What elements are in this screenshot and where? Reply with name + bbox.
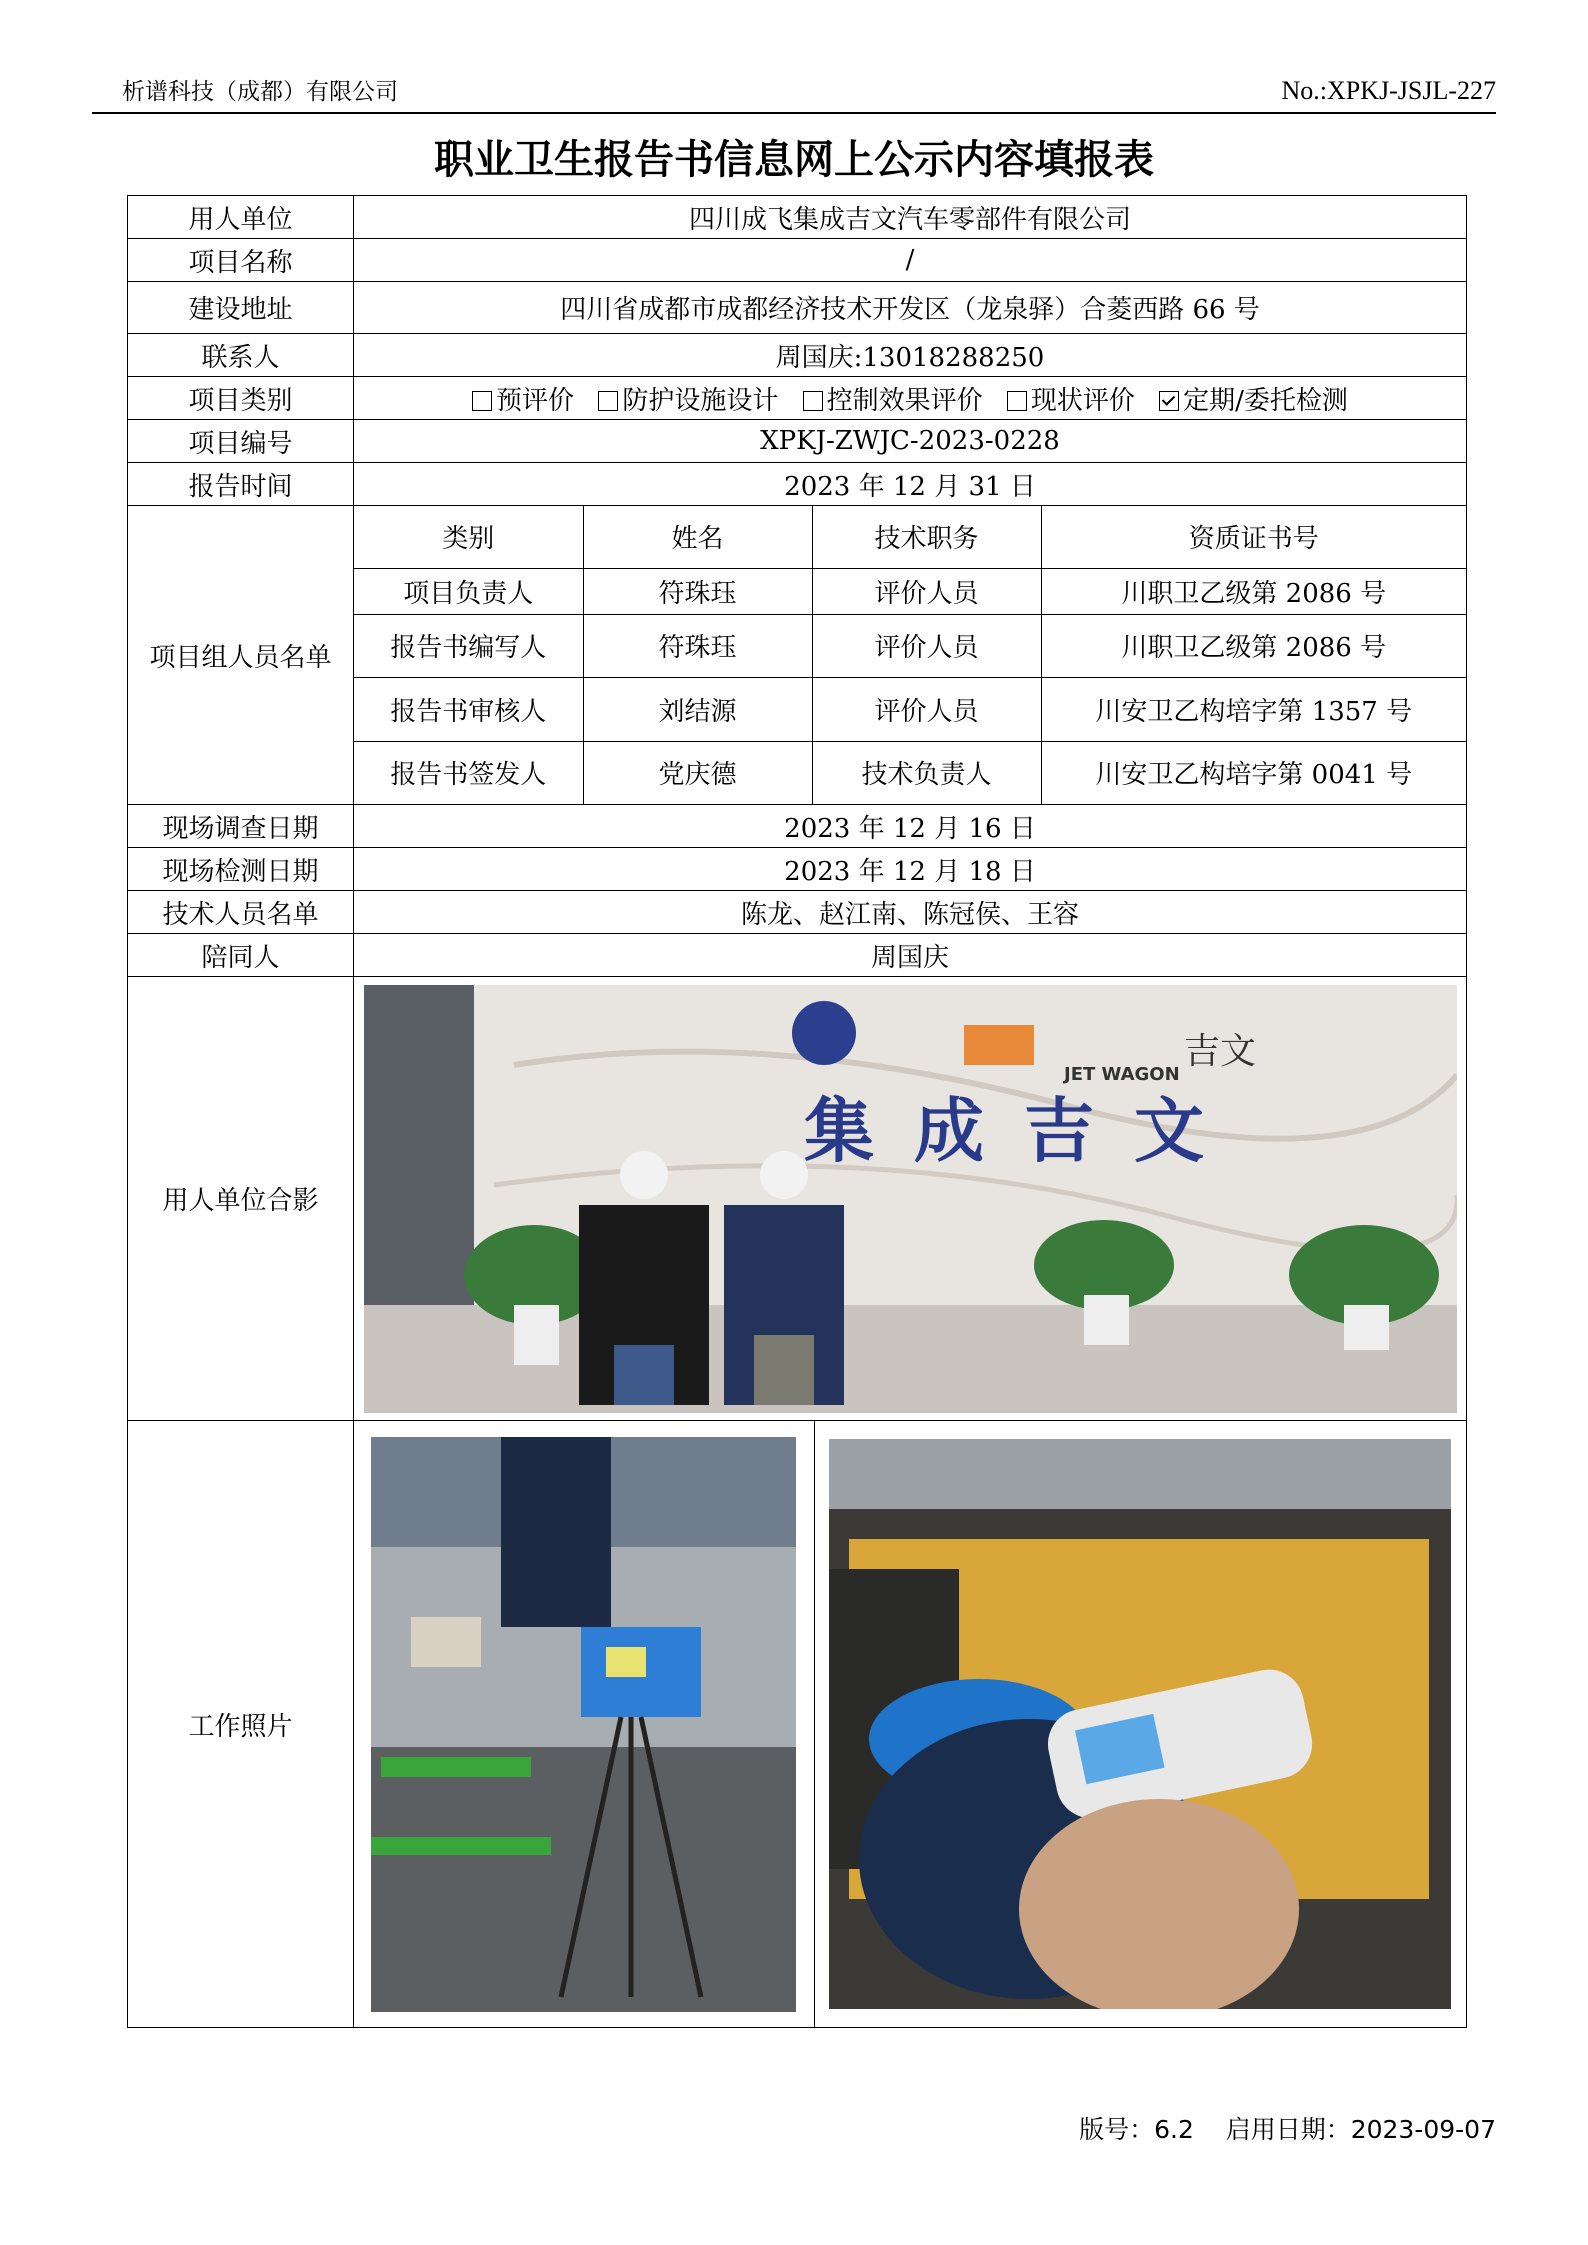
team-cell: 川职卫乙级第 2086 号 [1041, 568, 1466, 614]
checkbox-icon [598, 391, 618, 411]
team-cell: 川安卫乙构培字第 0041 号 [1041, 741, 1466, 804]
document-number: No.:XPKJ-JSJL-227 [1281, 76, 1496, 105]
survey-date-value: 2023 年 12 月 16 日 [354, 805, 1467, 848]
contact-label: 联系人 [128, 334, 354, 377]
row-technicians [128, 891, 1467, 934]
category-option[interactable]: 定期/委托检测 [1159, 380, 1348, 417]
group-photo [364, 985, 1457, 1413]
row-employer [128, 196, 1467, 239]
sign-brand-cn: 吉文 [1183, 1030, 1256, 1072]
team-header: 技术职务 [812, 506, 1041, 568]
team-cell: 报告书编写人 [354, 614, 583, 677]
team-cell: 符珠珏 [583, 614, 812, 677]
row-report-date [128, 463, 1467, 506]
technicians-label: 技术人员名单 [128, 891, 354, 934]
team-header: 资质证书号 [1041, 506, 1466, 568]
project-name-label: 项目名称 [128, 239, 354, 282]
version: 版号：6.2 [1079, 2115, 1194, 2144]
project-name-value: / [354, 239, 1467, 282]
row-project-no [128, 420, 1467, 463]
technicians-value: 陈龙、赵江南、陈冠侯、王容 [354, 891, 1467, 934]
work-photos-table [354, 1421, 1466, 2027]
page-header [92, 72, 1496, 114]
team-table [354, 506, 1466, 804]
row-project-name [128, 239, 1467, 282]
team-cell: 技术负责人 [812, 741, 1041, 804]
checkbox-icon [803, 391, 823, 411]
address-value: 四川省成都市成都经济技术开发区（龙泉驿）合菱西路 66 号 [354, 282, 1467, 334]
info-table [127, 195, 1467, 2028]
category-option[interactable]: 防护设施设计 [598, 380, 778, 417]
team-label: 项目组人员名单 [128, 506, 354, 805]
category-option[interactable]: 现状评价 [1007, 380, 1135, 417]
row-test-date [128, 848, 1467, 891]
survey-date-label: 现场调查日期 [128, 805, 354, 848]
companion-label: 陪同人 [128, 934, 354, 977]
category-label: 项目类别 [128, 377, 354, 420]
row-address [128, 282, 1467, 334]
team-cell: 报告书签发人 [354, 741, 583, 804]
row-category [128, 377, 1467, 420]
team-cell: 项目负责人 [354, 568, 583, 614]
page-footer [1079, 2110, 1496, 2146]
group-photo-image [364, 985, 1457, 1413]
contact-value: 周国庆:13018288250 [354, 334, 1467, 377]
team-cell: 党庆德 [583, 741, 812, 804]
work-photos-label: 工作照片 [128, 1421, 354, 2028]
category-option[interactable]: 控制效果评价 [803, 380, 983, 417]
test-date-value: 2023 年 12 月 18 日 [354, 848, 1467, 891]
employer-label: 用人单位 [128, 196, 354, 239]
row-team [128, 506, 1467, 805]
team-row [354, 741, 1466, 804]
company-name: 析谱科技（成都）有限公司 [122, 79, 398, 105]
report-date-label: 报告时间 [128, 463, 354, 506]
work-photo-sound-meter [829, 1439, 1451, 2009]
test-date-label: 现场检测日期 [128, 848, 354, 891]
category-options [354, 377, 1467, 420]
row-contact [128, 334, 1467, 377]
team-cell: 评价人员 [812, 568, 1041, 614]
team-cell: 川职卫乙级第 2086 号 [1041, 614, 1466, 677]
team-cell: 符珠珏 [583, 568, 812, 614]
team-cell: 评价人员 [812, 677, 1041, 741]
row-work-photos [128, 1421, 1467, 2028]
team-header: 姓名 [583, 506, 812, 568]
row-group-photo [128, 977, 1467, 1421]
team-header-row [354, 506, 1466, 568]
sign-brand-en: JET WAGON [1063, 1063, 1180, 1085]
checkbox-checked-icon [1159, 391, 1179, 411]
checkbox-icon [1007, 391, 1027, 411]
row-companion [128, 934, 1467, 977]
team-cell: 报告书审核人 [354, 677, 583, 741]
team-cell: 川安卫乙构培字第 1357 号 [1041, 677, 1466, 741]
report-date-value: 2023 年 12 月 31 日 [354, 463, 1467, 506]
project-no-value: XPKJ-ZWJC-2023-0228 [354, 420, 1467, 463]
project-no-label: 项目编号 [128, 420, 354, 463]
work-photo-2-image [829, 1439, 1451, 2009]
companion-value: 周国庆 [354, 934, 1467, 977]
address-label: 建设地址 [128, 282, 354, 334]
team-row [354, 568, 1466, 614]
team-row [354, 614, 1466, 677]
category-option[interactable]: 预评价 [472, 380, 574, 417]
employer-value: 四川成飞集成吉文汽车零部件有限公司 [354, 196, 1467, 239]
team-cell: 评价人员 [812, 614, 1041, 677]
work-photo-noise-sampler [371, 1437, 796, 2012]
team-header: 类别 [354, 506, 583, 568]
group-photo-label: 用人单位合影 [128, 977, 354, 1421]
page-title: 职业卫生报告书信息网上公示内容填报表 [434, 137, 1154, 183]
row-survey-date [128, 805, 1467, 848]
team-row [354, 677, 1466, 741]
start-date: 启用日期：2023-09-07 [1225, 2115, 1496, 2144]
work-photo-1-image [371, 1437, 796, 2012]
checkbox-icon [472, 391, 492, 411]
sign-text: 集成吉文 [803, 1089, 1244, 1172]
team-cell: 刘结源 [583, 677, 812, 741]
